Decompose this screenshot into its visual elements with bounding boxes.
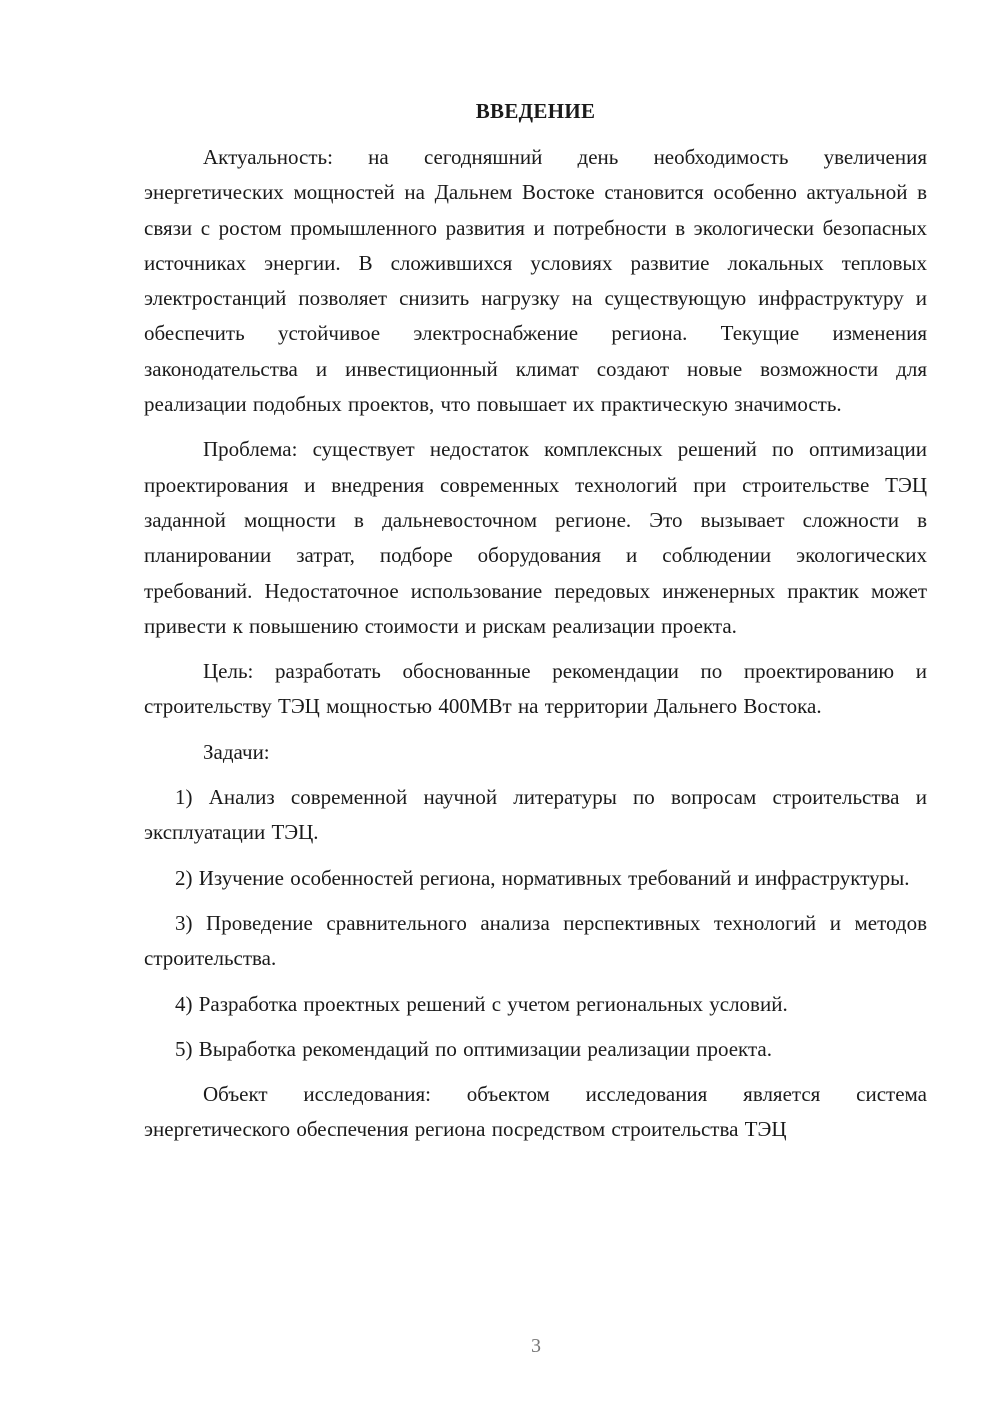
page-title: ВВЕДЕНИЕ	[475, 99, 596, 123]
task-item: 3) Проведение сравнительного анализа перспективных технологий и методов строительства.	[144, 910, 927, 971]
paragraph-object: Объект исследования: объектом исследования является система энергетического обеспечения региона посредством строительства ТЭЦ	[144, 1082, 927, 1142]
paragraph-goal: Цель: разработать обоснованные рекомендации по проектированию и строительству ТЭЦ мощностью 400МВт на территории Дальнего Востока.	[144, 659, 927, 719]
paragraph-tasks-heading: Задачи:	[203, 739, 270, 764]
document-body	[144, 140, 927, 1158]
task-item: 1) Анализ современной научной литературы по вопросам строительства и эксплуатации ТЭЦ.	[144, 785, 927, 845]
task-item: 2) Изучение особенностей региона, нормативных требований и инфраструктуры.	[175, 865, 910, 890]
paragraph-relevance: Актуальность: на сегодняшний день необходимость увеличения энергетических мощностей на Дальнем Востоке становится особенно актуальной в связи с ростом промышленного развития и потребности в экологически безопасных источниках энергии. В сложившихся условиях развитие локальных тепловых электростанций позволяет снизить нагрузку на существующую инфраструктуру и обеспечить устойчивое электроснабжение региона. Текущие изменения законодательства и инвестиционный климат создают новые возможности для реализации подобных проектов, что повышает их практическую значимость.	[144, 145, 927, 417]
task-item: 4) Разработка проектных решений с учетом региональных условий.	[175, 991, 788, 1016]
page-number: 3	[531, 1335, 541, 1357]
task-item: 5) Выработка рекомендаций по оптимизации реализации проекта.	[175, 1036, 772, 1061]
paragraph-problem: Проблема: существует недостаток комплексных решений по оптимизации проектирования и внедрения современных технологий при строительстве ТЭЦ заданной мощности в дальневосточном регионе. Это вызывает сложности в планировании затрат, подборе оборудования и соблюдении экологических требований. Недостаточное использование передовых инженерных практик может привести к повышению стоимости и рискам реализации проекта.	[144, 437, 927, 638]
